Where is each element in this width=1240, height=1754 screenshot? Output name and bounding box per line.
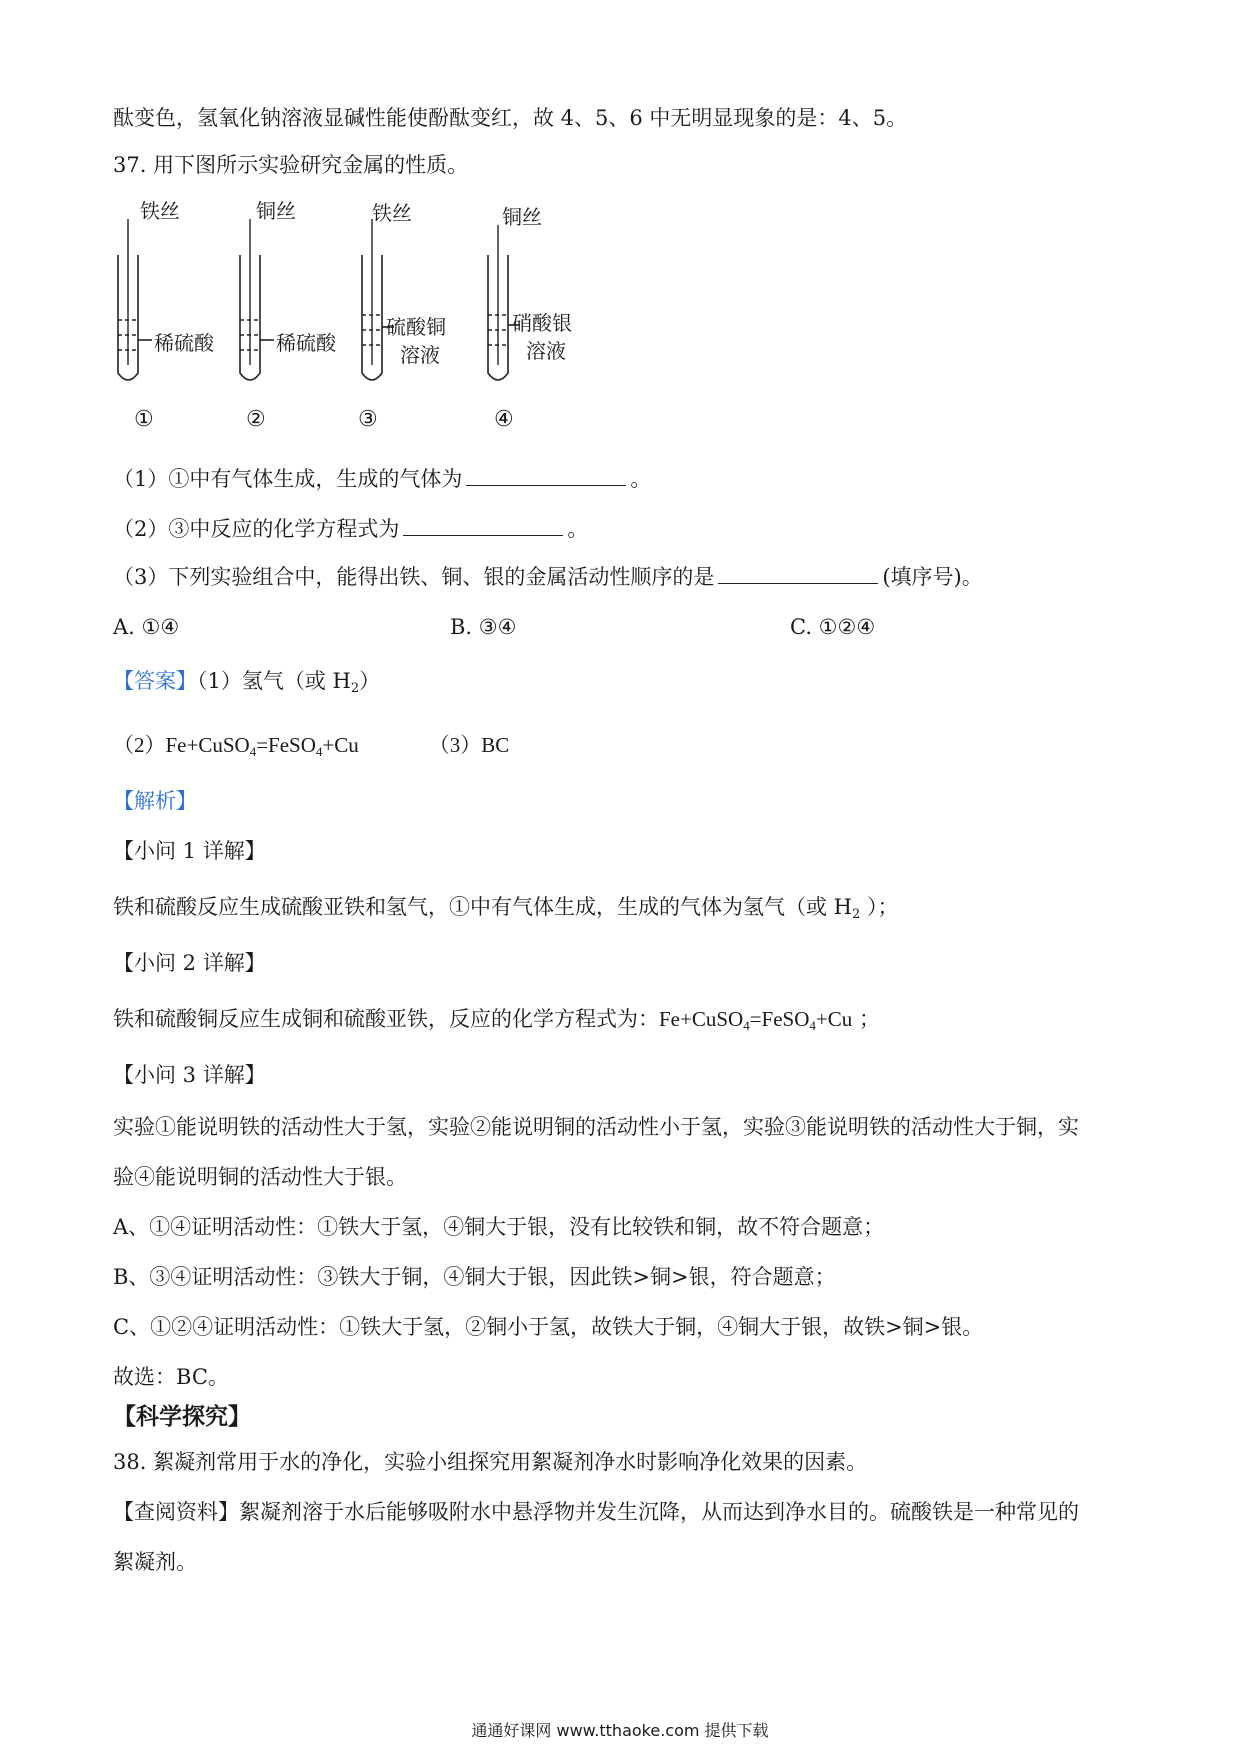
q37-sub2-blank[interactable] xyxy=(403,515,563,536)
q37-sub1 xyxy=(113,464,651,494)
detail-2-tag: 【小问 2 详解】 xyxy=(113,951,266,975)
tube-3-side-label-1: 硫酸铜 xyxy=(386,315,446,339)
detail-eq-part-1: Fe+CuSO xyxy=(659,1007,744,1031)
intro-line: 酞变色，氢氧化钠溶液显碱性能使酚酞变红，故 4、5、6 中无明显现象的是：4、5。 xyxy=(113,106,908,130)
eq-part-1: Fe+CuSO xyxy=(165,733,250,757)
answer-1-end: ） xyxy=(359,669,381,693)
detail-3-tag: 【小问 3 详解】 xyxy=(113,1063,266,1087)
answer-1-subscript: 2 xyxy=(350,681,360,696)
detail-1-subscript: 2 xyxy=(852,907,861,922)
detail-3-option-c: C、①②④证明活动性：①铁大于氢，②铜小于氢，故铁大于铜，④铜大于银，故铁>铜>银。 xyxy=(113,1315,984,1339)
q37-stem: 37. 用下图所示实验研究金属的性质。 xyxy=(113,153,469,177)
option-c: C. ①②④ xyxy=(790,615,876,639)
answer-3-text: （3）BC xyxy=(428,733,510,757)
conclusion: 故选：BC。 xyxy=(113,1365,229,1389)
tube-2-side-label: 稀硫酸 xyxy=(276,331,336,355)
detail-eq-part-2: =FeSO xyxy=(749,1007,810,1031)
tube-1-top-label: 铁丝 xyxy=(140,199,180,223)
q37-sub2-text: （2）③中反应的化学方程式为 xyxy=(113,517,400,541)
tube-4-side-label-1: 硝酸银 xyxy=(512,311,572,335)
tube-3-number: ③ xyxy=(358,407,378,432)
q37-sub1-blank[interactable] xyxy=(466,465,626,486)
detail-1-tag: 【小问 1 详解】 xyxy=(113,839,266,863)
analysis-tag: 【解析】 xyxy=(113,789,197,813)
footer-source: 通通好课网 www.tthaoke.com 提供下载 xyxy=(471,1721,769,1740)
answer-tag: 【答案】 xyxy=(113,669,197,693)
detail-3-option-a: A、①④证明活动性：①铁大于氢，④铜大于银，没有比较铁和铜，故不符合题意； xyxy=(113,1215,885,1239)
q37-sub1-end: 。 xyxy=(630,467,652,491)
detail-1-main: 铁和硫酸反应生成硫酸亚铁和氢气，①中有气体生成，生成的气体为氢气（或 H xyxy=(113,895,852,919)
tube-4-number: ④ xyxy=(494,407,514,432)
tube-3-side-label-2: 溶液 xyxy=(400,343,440,367)
q38-info-line-1: 【查阅资料】絮凝剂溶于水后能够吸附水中悬浮物并发生沉降，从而达到净水目的。硫酸铁是一种常见的 xyxy=(113,1500,1079,1524)
tube-4-top-label: 铜丝 xyxy=(502,205,542,229)
tube-4-side-label-2: 溶液 xyxy=(526,339,566,363)
q37-sub3-end: (填序号)。 xyxy=(882,565,983,589)
detail-3-line-1: 实验①能说明铁的活动性大于氢，实验②能说明铜的活动性小于氢，实验③能说明铁的活动性大于铜，实 xyxy=(113,1115,1079,1139)
answer-line-1 xyxy=(113,666,380,704)
detail-1-end: ）； xyxy=(860,895,899,919)
tube-2-number: ② xyxy=(246,407,266,432)
q38-stem: 38. 絮凝剂常用于水的净化，实验小组探究用絮凝剂净水时影响净化效果的因素。 xyxy=(113,1450,868,1474)
detail-3-option-b: B、③④证明活动性：③铁大于铜，④铜大于银，因此铁>铜>银，符合题意； xyxy=(113,1265,836,1289)
q37-sub3 xyxy=(113,562,983,592)
detail-eq-sub-1: 4 xyxy=(743,1018,750,1033)
detail-3-line-2: 验④能说明铜的活动性大于银。 xyxy=(113,1165,407,1189)
eq-sub-2: 4 xyxy=(315,744,323,759)
tube-1-number: ① xyxy=(134,407,154,432)
q38-info-line-2: 絮凝剂。 xyxy=(113,1550,197,1574)
q37-sub1-text: （1）①中有气体生成，生成的气体为 xyxy=(113,467,463,491)
answer-line-2 xyxy=(113,730,509,767)
q37-sub2-end: 。 xyxy=(567,517,589,541)
q37-sub3-text: （3）下列实验组合中，能得出铁、铜、银的金属活动性顺序的是 xyxy=(113,565,715,589)
q37-sub2 xyxy=(113,514,588,544)
eq-part-2: =FeSO xyxy=(256,733,316,757)
detail-1-text xyxy=(113,892,898,930)
experiment-figure xyxy=(110,199,630,445)
tube-3-top-label: 铁丝 xyxy=(372,201,412,225)
detail-2-end: ； xyxy=(852,1007,880,1031)
detail-2-main: 铁和硫酸铜反应生成铜和硫酸亚铁，反应的化学方程式为： xyxy=(113,1007,659,1031)
q37-sub3-blank[interactable] xyxy=(718,563,878,584)
option-a: A. ①④ xyxy=(113,615,180,639)
section-title: 【科学探究】 xyxy=(113,1403,251,1430)
eq-sub-1: 4 xyxy=(249,744,257,759)
answer-2-prefix: （2） xyxy=(113,733,166,757)
eq-part-3: +Cu xyxy=(322,733,359,757)
tube-2-top-label: 铜丝 xyxy=(256,199,296,223)
detail-2-text xyxy=(113,1004,880,1041)
tube-1-side-label: 稀硫酸 xyxy=(154,331,214,355)
detail-eq-sub-2: 4 xyxy=(809,1018,816,1033)
answer-1-text: （1）氢气（或 H xyxy=(197,669,351,693)
option-b: B. ③④ xyxy=(450,615,517,639)
detail-eq-part-3: +Cu xyxy=(815,1007,853,1031)
